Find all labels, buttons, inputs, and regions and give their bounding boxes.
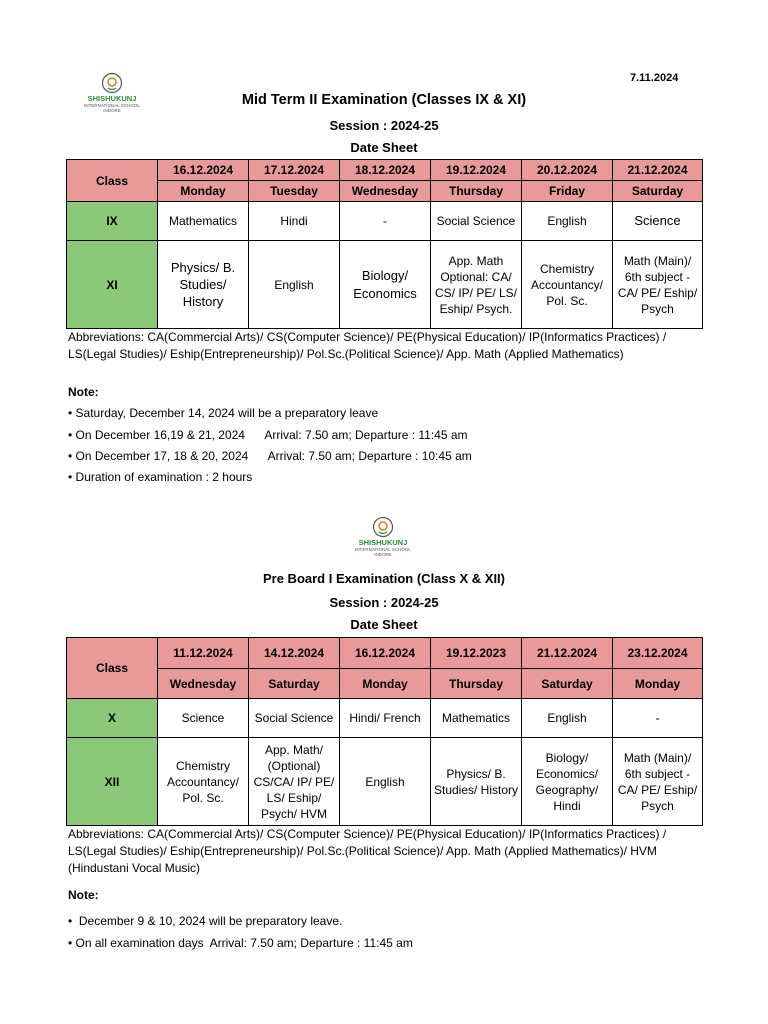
day-header: Monday <box>158 181 249 202</box>
logo-brand: SHISHUKUNJ <box>358 538 408 547</box>
datesheet-label-1: Date Sheet <box>350 140 418 155</box>
subject-cell: Biology/ Economics <box>340 241 431 329</box>
date-header: 16.12.2024 <box>158 160 249 181</box>
logo-location: INDORE <box>103 108 121 113</box>
subject-cell: Physics/ B. Studies/ History <box>431 738 522 826</box>
class-cell: IX <box>67 202 158 241</box>
note-item: • On all examination days Arrival: 7.50 am; Departure : 11:45 am <box>68 936 413 950</box>
abbreviations-1: Abbreviations: CA(Commercial Arts)/ CS(Computer Science)/ PE(Physical Education)/ IP(Informatics Practices) / LS(Legal Studies)/ Eship(Entrepreneurship)/ Pol.Sc.(Political Science)/ App. Math (Applied Mathematics) <box>68 330 667 361</box>
table-row <box>67 699 703 738</box>
note-item: • On December 16,19 & 21, 2024 Arrival: 7.50 am; Departure : 11:45 am <box>68 428 468 442</box>
subject-cell: Hindi/ French <box>340 699 431 738</box>
table-row <box>67 202 703 241</box>
subject-cell: - <box>613 699 703 738</box>
class-header: Class <box>67 638 158 699</box>
date-header: 21.12.2024 <box>522 638 613 669</box>
day-header: Friday <box>522 181 613 202</box>
subject-cell: English <box>249 241 340 329</box>
day-header: Saturday <box>249 669 340 699</box>
date-header: 21.12.2024 <box>613 160 703 181</box>
subject-cell: Science <box>158 699 249 738</box>
subject-cell: Chemistry Accountancy/ Pol. Sc. <box>522 241 613 329</box>
session-label-1: Session : 2024-25 <box>329 118 439 133</box>
subject-cell: Chemistry Accountancy/ Pol. Sc. <box>158 738 249 826</box>
day-header: Monday <box>340 669 431 699</box>
datesheet-table-1 <box>66 159 703 329</box>
note-item: • On December 17, 18 & 20, 2024 Arrival: 7.50 am; Departure : 10:45 am <box>68 449 472 463</box>
subject-cell: App. Math Optional: CA/ CS/ IP/ PE/ LS/ Eship/ Psych. <box>431 241 522 329</box>
date-header: 11.12.2024 <box>158 638 249 669</box>
subject-cell: Math (Main)/ 6th subject - CA/ PE/ Eship/ Psych <box>613 241 703 329</box>
class-cell: XI <box>67 241 158 329</box>
class-cell: X <box>67 699 158 738</box>
day-header: Wednesday <box>340 181 431 202</box>
date-header: 18.12.2024 <box>340 160 431 181</box>
date-header: 19.12.2023 <box>431 638 522 669</box>
abbreviations-2: Abbreviations: CA(Commercial Arts)/ CS(Computer Science)/ PE(Physical Education)/ IP(Informatics Practices) / LS(Legal Studies)/ Eship(Entrepreneurship)/ Pol.Sc.(Political Science)/ App. Math (Applied Mathematics)/ HVM (Hindustani Vocal Music) <box>68 827 667 875</box>
subject-cell: English <box>522 699 613 738</box>
note-item: • Saturday, December 14, 2024 will be a preparatory leave <box>68 406 379 420</box>
logo-location: INDORE <box>374 552 392 557</box>
day-header: Tuesday <box>249 181 340 202</box>
subject-cell: English <box>340 738 431 826</box>
table-row <box>67 738 703 826</box>
subject-cell: Social Science <box>431 202 522 241</box>
date-header: 20.12.2024 <box>522 160 613 181</box>
date-header: 23.12.2024 <box>613 638 703 669</box>
logo-subtitle: INTERNATIONAL SCHOOL <box>84 103 140 108</box>
exam-title-2: Pre Board I Examination (Class X & XII) <box>262 571 505 586</box>
date-header: 14.12.2024 <box>249 638 340 669</box>
date-header: 17.12.2024 <box>249 160 340 181</box>
datesheet-table-2 <box>66 637 703 826</box>
subject-cell: App. Math/ (Optional) CS/CA/ IP/ PE/ LS/ Eship/ Psych/ HVM <box>249 738 340 826</box>
day-header: Monday <box>613 669 703 699</box>
exam-title-1: Mid Term II Examination (Classes IX & XI) <box>241 92 527 108</box>
subject-cell: Social Science <box>249 699 340 738</box>
subject-cell: Mathematics <box>431 699 522 738</box>
subject-cell: - <box>340 202 431 241</box>
subject-cell: Math (Main)/ 6th subject - CA/ PE/ Eship/ Psych <box>613 738 703 826</box>
note-label-2: Note: <box>68 888 99 902</box>
class-cell: XII <box>67 738 158 826</box>
day-header: Wednesday <box>158 669 249 699</box>
note-item: • December 9 & 10, 2024 will be preparatory leave. <box>68 914 343 928</box>
logo-emblem-icon <box>101 72 123 94</box>
note-label-1: Note: <box>68 385 99 399</box>
day-header: Thursday <box>431 669 522 699</box>
subject-cell: Physics/ B. Studies/ History <box>158 241 249 329</box>
day-header: Saturday <box>613 181 703 202</box>
session-label-2: Session : 2024-25 <box>329 595 439 610</box>
datesheet-label-2: Date Sheet <box>350 617 418 632</box>
subject-cell: Mathematics <box>158 202 249 241</box>
subject-cell: Hindi <box>249 202 340 241</box>
date-header: 19.12.2024 <box>431 160 522 181</box>
subject-cell: English <box>522 202 613 241</box>
table-row <box>67 241 703 329</box>
day-header: Saturday <box>522 669 613 699</box>
school-logo <box>348 516 418 557</box>
class-header: Class <box>67 160 158 202</box>
note-item: • Duration of examination : 2 hours <box>68 470 253 484</box>
subject-cell: Science <box>613 202 703 241</box>
date-header: 16.12.2024 <box>340 638 431 669</box>
logo-subtitle: INTERNATIONAL SCHOOL <box>355 547 411 552</box>
subject-cell: Biology/ Economics/ Geography/ Hindi <box>522 738 613 826</box>
issue-date: 7.11.2024 <box>630 72 679 84</box>
logo-brand: SHISHUKUNJ <box>87 94 137 103</box>
day-header: Thursday <box>431 181 522 202</box>
logo-emblem-icon <box>372 516 394 538</box>
